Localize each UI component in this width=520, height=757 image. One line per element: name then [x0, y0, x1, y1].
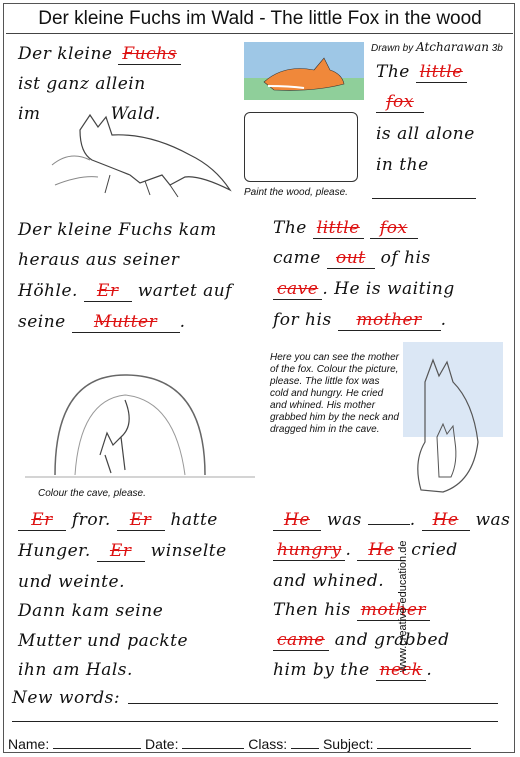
answer-gap[interactable]: fox: [370, 218, 418, 239]
english-line-7: cave . He is waiting: [273, 279, 455, 300]
answer-gap[interactable]: Fuchs: [118, 44, 180, 65]
cave-sketch: [25, 345, 255, 485]
footer-fields: Name: Date: Class: Subject:: [8, 736, 471, 752]
answer-gap[interactable]: Mutter: [72, 312, 180, 333]
german-line-11: Dann kam seine: [18, 601, 164, 621]
answer-gap[interactable]: little: [416, 62, 467, 83]
new-words-line[interactable]: [128, 703, 498, 704]
german-line-7: seine Mutter .: [18, 312, 186, 332]
credit: Drawn by Atcharawan 3b: [371, 40, 503, 54]
english-line-11: and whined.: [273, 571, 385, 591]
cave-caption: Colour the cave, please.: [38, 488, 146, 499]
answer-gap[interactable]: hungry: [273, 540, 345, 561]
english-line-8: for his mother .: [273, 310, 447, 330]
german-line-4: Der kleine Fuchs kam: [18, 220, 217, 240]
class-field[interactable]: [291, 748, 319, 749]
answer-gap[interactable]: fox: [376, 92, 424, 113]
german-line-5: heraus aus seiner: [18, 250, 180, 270]
english-line-10: hungry . He cried: [273, 540, 458, 561]
german-line-9: Hunger. Er winselte: [18, 541, 227, 561]
english-line-2: [376, 92, 424, 113]
site-url: www.creative-education.de: [396, 540, 409, 672]
answer-gap[interactable]: Er: [18, 510, 66, 531]
date-field[interactable]: [182, 748, 244, 749]
german-line-6: Höhle. Er wartet auf: [18, 281, 233, 301]
paint-box[interactable]: [244, 112, 358, 182]
english-line-14: him by the neck .: [273, 660, 433, 680]
picture-note: Here you can see the mother of the fox. Colour the picture, please. The little fox was cold and hungry. He cried and whined. His mother grabbed him by the neck and dragged him in the cave.: [270, 352, 399, 435]
german-line-10: und weinte.: [18, 572, 125, 592]
english-line-5: The little fox: [273, 218, 418, 239]
answer-gap[interactable]: little: [313, 218, 364, 239]
answer-gap[interactable]: mother: [357, 600, 430, 621]
answer-gap[interactable]: Er: [117, 510, 165, 531]
answer-blank[interactable]: [372, 198, 476, 199]
title-divider: [6, 33, 513, 34]
english-line-6: came out of his: [273, 248, 431, 268]
german-line-2: ist ganz allein: [18, 74, 146, 94]
german-line-3: im Wald.: [18, 104, 161, 124]
new-words-label: New words:: [12, 688, 121, 708]
paint-caption: Paint the wood, please.: [244, 187, 348, 198]
name-field[interactable]: [53, 748, 141, 749]
answer-gap[interactable]: He: [273, 510, 321, 531]
answer-gap[interactable]: Er: [97, 541, 145, 562]
fox-sketch: [50, 105, 240, 200]
german-line-8: Er fror. Er hatte: [18, 510, 218, 531]
answer-gap[interactable]: mother: [338, 310, 441, 331]
german-line-13: ihn am Hals.: [18, 660, 133, 680]
page-title: Der kleine Fuchs im Wald - The little Fox in the wood: [38, 8, 482, 29]
english-line-1: The little: [376, 62, 467, 83]
answer-gap[interactable]: neck: [376, 660, 427, 681]
new-words-line[interactable]: [12, 721, 498, 722]
english-line-9: He was . He was: [273, 510, 510, 531]
german-line-1: Der kleine Fuchs: [18, 44, 181, 65]
german-line-12: Mutter und packte: [18, 631, 189, 651]
english-line-13: came and grabbed: [273, 630, 449, 651]
english-line-3: is all alone: [376, 124, 475, 144]
fox-color-picture: [244, 42, 364, 100]
mother-fox-picture: [403, 342, 503, 500]
answer-gap[interactable]: He: [357, 540, 405, 561]
answer-gap[interactable]: came: [273, 630, 329, 651]
answer-gap[interactable]: Er: [84, 281, 132, 302]
answer-blank[interactable]: [368, 524, 410, 525]
answer-gap[interactable]: out: [327, 248, 375, 269]
answer-gap[interactable]: cave: [273, 279, 322, 300]
answer-gap[interactable]: He: [422, 510, 470, 531]
english-line-12: Then his mother: [273, 600, 430, 621]
english-line-4: in the: [376, 155, 429, 175]
subject-field[interactable]: [377, 748, 471, 749]
